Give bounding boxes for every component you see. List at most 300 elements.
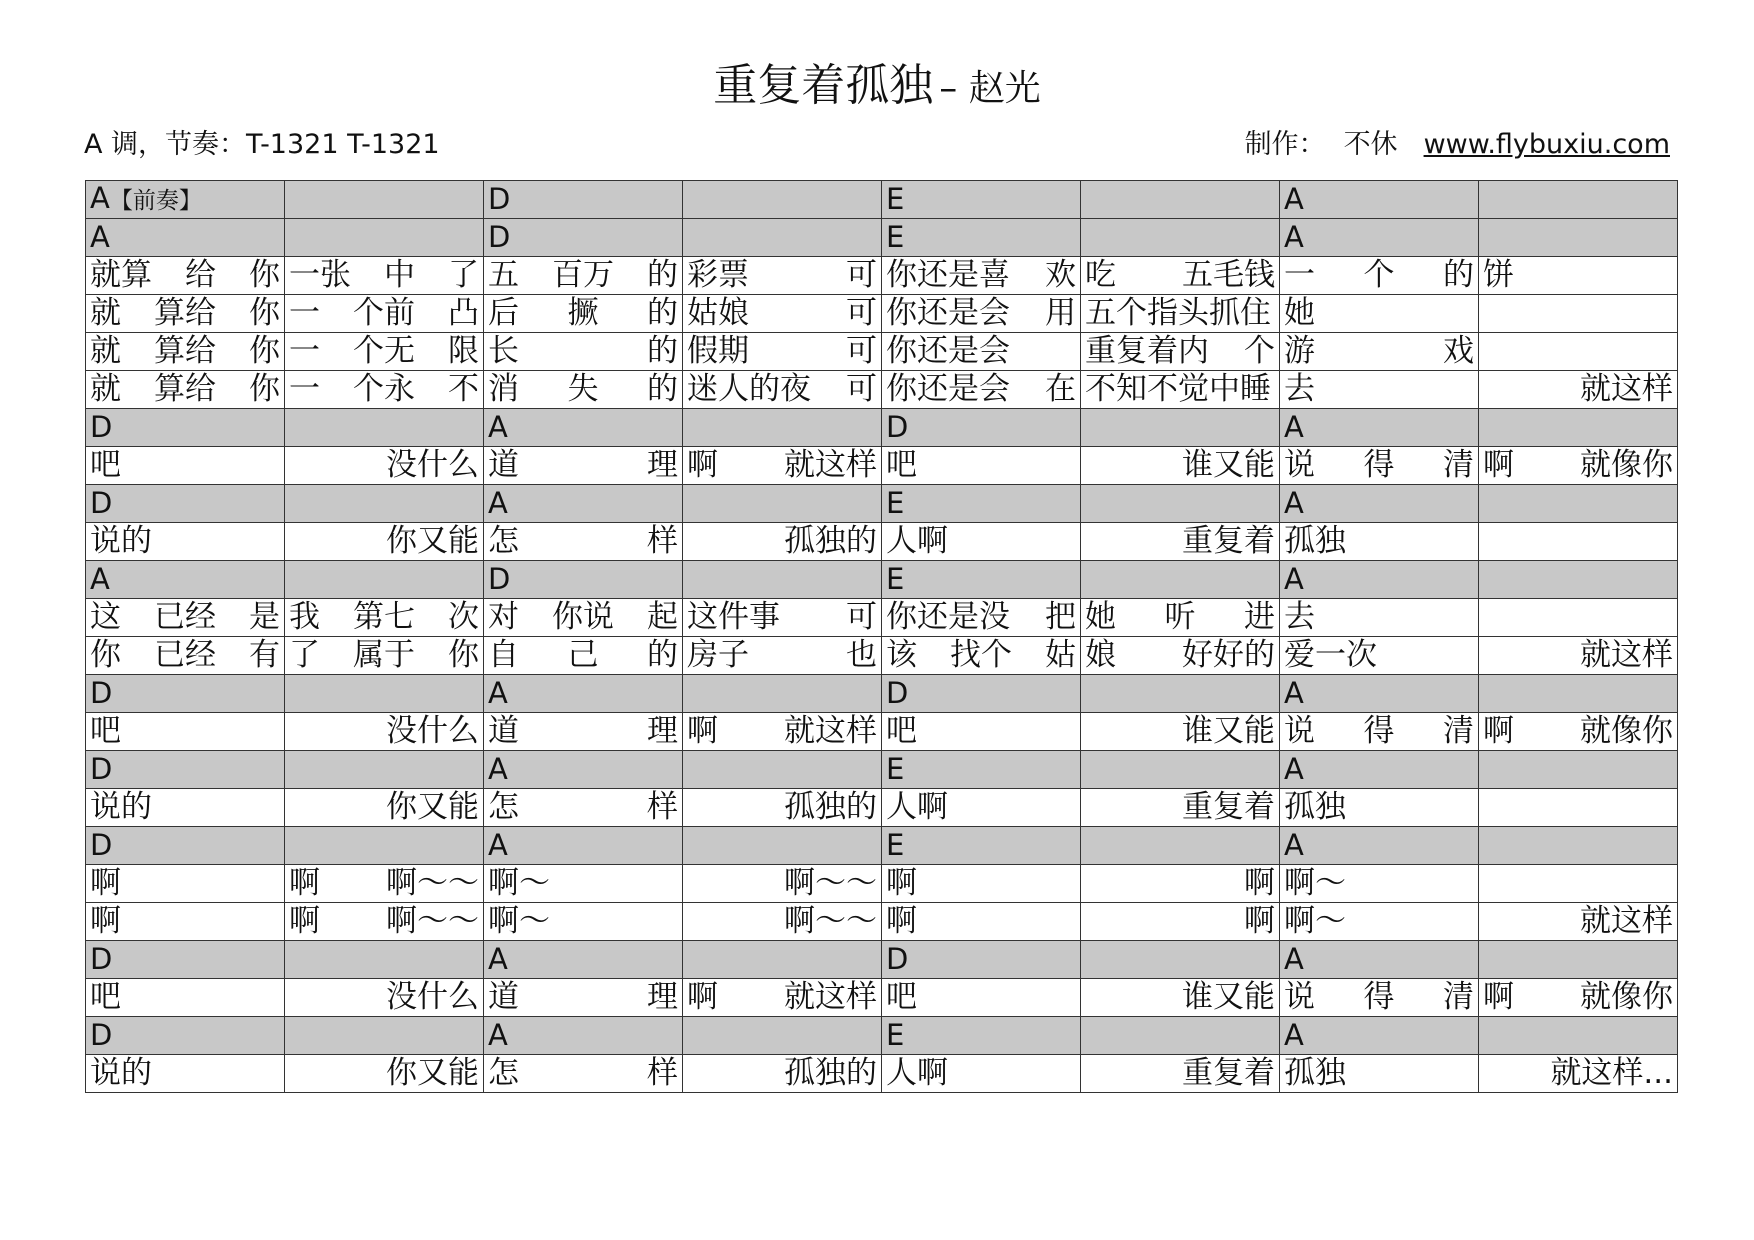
lyric-fragment: 孤独 <box>1284 1055 1346 1091</box>
lyric-fragment: 用 <box>1045 295 1076 331</box>
lyric-cell <box>882 1055 1081 1093</box>
chord-cell <box>1479 219 1678 257</box>
chord-symbol: A <box>488 486 508 520</box>
lyric-cell <box>1280 903 1479 941</box>
lyric-cell <box>285 903 484 941</box>
lyric-fragment: 把 <box>1045 599 1076 635</box>
chord-symbol: A <box>488 942 508 976</box>
chord-cell <box>683 675 882 713</box>
lyric-fragment: 就这样 <box>784 447 877 483</box>
lyric-fragment: 算给 <box>154 295 216 331</box>
lyric-row <box>86 865 1678 903</box>
chord-cell <box>683 561 882 599</box>
chord-cell <box>1081 219 1280 257</box>
lyric-cell <box>1479 865 1678 903</box>
chord-cell <box>683 485 882 523</box>
lyric-cell <box>683 903 882 941</box>
chord-symbol: A <box>90 220 110 254</box>
lyric-cell <box>285 257 484 295</box>
lyric-fragment: 就 <box>90 371 121 407</box>
lyric-fragment: 啊 <box>687 713 718 749</box>
chord-symbol: D <box>90 942 113 976</box>
lyric-fragment: 就这样 <box>1580 637 1673 673</box>
lyric-fragment: 百万 <box>552 257 614 293</box>
lyric-cell <box>882 523 1081 561</box>
lyric-fragment: 啊～～ <box>386 865 479 901</box>
lyric-fragment: 就像你 <box>1580 979 1673 1015</box>
lyric-cell <box>484 713 683 751</box>
lyric-fragment: 理 <box>647 713 678 749</box>
lyric-fragment: 该 <box>886 637 917 673</box>
key-rhythm: A 调，节奏：T-1321 T-1321 <box>84 129 440 160</box>
lyric-cell <box>86 599 285 637</box>
lyric-cell <box>86 903 285 941</box>
chord-row <box>86 181 1678 219</box>
chord-cell <box>484 1017 683 1055</box>
lyric-fragment: 人啊 <box>886 789 948 825</box>
lyric-fragment: 就像你 <box>1580 713 1673 749</box>
chord-cell <box>1081 485 1280 523</box>
chord-cell <box>1081 827 1280 865</box>
chord-cell <box>86 941 285 979</box>
lyric-cell <box>285 1055 484 1093</box>
lyric-fragment: 你 <box>249 371 280 407</box>
chord-cell <box>86 219 285 257</box>
lyric-cell <box>1479 1055 1678 1093</box>
lyric-cell <box>1479 371 1678 409</box>
lyric-fragment: 样 <box>647 1055 678 1091</box>
lyric-fragment: 一 <box>289 371 320 407</box>
chord-symbol: A <box>1284 220 1304 254</box>
chord-cell <box>1479 561 1678 599</box>
lyric-fragment: 啊～ <box>488 865 550 901</box>
lyric-fragment: 的 <box>1443 257 1474 293</box>
lyric-cell <box>683 979 882 1017</box>
lyric-fragment: 啊～～ <box>784 903 877 939</box>
lyric-fragment: 啊～ <box>1284 865 1346 901</box>
lyric-cell <box>86 257 285 295</box>
lyric-fragment: 啊 <box>1244 865 1275 901</box>
lyric-fragment: 啊 <box>687 447 718 483</box>
chord-cell <box>484 485 683 523</box>
chord-row <box>86 941 1678 979</box>
chord-cell <box>1081 561 1280 599</box>
lyric-row <box>86 637 1678 675</box>
lyric-cell <box>882 599 1081 637</box>
chord-symbol: A <box>90 562 110 596</box>
lyric-fragment: 五个指头抓住 <box>1085 295 1271 331</box>
chord-cell <box>285 941 484 979</box>
lyric-cell <box>1081 979 1280 1017</box>
lyric-fragment: 个 <box>1363 257 1395 293</box>
chord-cell <box>285 751 484 789</box>
chord-symbol: D <box>886 942 909 976</box>
lyric-cell <box>285 333 484 371</box>
lyric-cell <box>1081 1055 1280 1093</box>
chord-cell <box>1280 827 1479 865</box>
lyric-cell <box>882 637 1081 675</box>
lyric-fragment: 游 <box>1284 333 1315 369</box>
lyric-fragment: 第七 <box>353 599 415 635</box>
lyric-fragment: 个前 <box>353 295 415 331</box>
lyric-row <box>86 333 1678 371</box>
lyric-cell <box>285 599 484 637</box>
chord-symbol: E <box>886 828 905 862</box>
lyric-fragment: 你 <box>249 333 280 369</box>
lyric-fragment: 你又能 <box>386 1055 479 1091</box>
lyric-fragment: 算给 <box>154 371 216 407</box>
lyric-fragment: 你又能 <box>386 523 479 559</box>
lyric-cell <box>484 295 683 333</box>
chord-symbol: D <box>90 486 113 520</box>
lyric-cell <box>683 257 882 295</box>
lyric-cell <box>1280 979 1479 1017</box>
chord-cell <box>882 485 1081 523</box>
lyric-cell <box>882 371 1081 409</box>
lyric-fragment: 是 <box>249 599 280 635</box>
lyric-cell <box>683 295 882 333</box>
lyric-fragment: 道 <box>488 447 519 483</box>
lyric-cell <box>86 295 285 333</box>
lyric-cell <box>1081 447 1280 485</box>
lyric-fragment: 你还是会 <box>886 371 1010 407</box>
lyric-fragment: 人啊 <box>886 1055 948 1091</box>
lyric-fragment: 没什么 <box>386 979 479 1015</box>
lyric-fragment: 得 <box>1363 713 1395 749</box>
lyric-cell <box>882 295 1081 333</box>
lyric-fragment: 你还是没 <box>886 599 1010 635</box>
lyric-fragment: 彩票 <box>687 257 749 293</box>
lyric-cell <box>285 637 484 675</box>
chord-cell <box>285 409 484 447</box>
chord-symbol: D <box>90 410 113 444</box>
lyric-fragment: 五 <box>488 257 519 293</box>
lyric-fragment: 道 <box>488 713 519 749</box>
lyric-cell <box>285 713 484 751</box>
lyric-fragment: 啊～～ <box>784 865 877 901</box>
lyric-cell <box>484 257 683 295</box>
chord-symbol: A <box>488 410 508 444</box>
lyric-fragment: 你说 <box>552 599 614 635</box>
chord-cell <box>86 675 285 713</box>
lyric-cell <box>1479 257 1678 295</box>
chord-cell <box>484 219 683 257</box>
lyric-fragment: 撅 <box>567 295 599 331</box>
lyric-fragment: 你还是喜 <box>886 257 1010 293</box>
lyric-fragment: 一张 <box>289 257 351 293</box>
lyric-fragment: 啊 <box>289 865 320 901</box>
chord-symbol: A <box>1284 1018 1304 1052</box>
lyric-row <box>86 371 1678 409</box>
lyric-fragment: 姑娘 <box>687 295 749 331</box>
lyric-fragment: 说 <box>1284 447 1315 483</box>
lyric-cell <box>1280 789 1479 827</box>
chord-cell <box>86 751 285 789</box>
lyric-fragment: 道 <box>488 979 519 1015</box>
lyric-fragment: 啊 <box>886 903 917 939</box>
lyric-cell <box>285 371 484 409</box>
lyric-fragment: 就这样 <box>784 979 877 1015</box>
lyric-fragment: 对 <box>488 599 519 635</box>
lyric-cell <box>1081 257 1280 295</box>
lyric-cell <box>1280 1055 1479 1093</box>
lyric-cell <box>1081 333 1280 371</box>
lyric-fragment: 怎 <box>488 523 519 559</box>
lyric-fragment: 去 <box>1284 371 1315 407</box>
lyric-fragment: 啊 <box>886 865 917 901</box>
lyric-cell <box>1479 295 1678 333</box>
lyric-fragment: 听 <box>1164 599 1196 635</box>
chord-symbol: A <box>1284 828 1304 862</box>
lyric-fragment: 长 <box>488 333 519 369</box>
lyric-cell <box>1081 599 1280 637</box>
lyric-fragment: 姑 <box>1045 637 1076 673</box>
lyric-fragment: 进 <box>1244 599 1275 635</box>
lyric-fragment: 谁又能 <box>1182 713 1275 749</box>
lyric-fragment: 个永 <box>353 371 415 407</box>
lyric-fragment: 可 <box>846 371 877 407</box>
lyric-cell <box>484 599 683 637</box>
lyric-fragment: 一 <box>289 333 320 369</box>
lyric-fragment: 给 <box>185 257 216 293</box>
credits <box>1245 128 1670 162</box>
song-title <box>0 58 1754 117</box>
lyric-cell <box>1280 713 1479 751</box>
lyric-fragment: 可 <box>846 333 877 369</box>
lyric-cell <box>285 979 484 1017</box>
lyric-fragment: 不知不觉中睡 <box>1085 371 1271 407</box>
lyric-row <box>86 1055 1678 1093</box>
lyric-row <box>86 599 1678 637</box>
lyric-cell <box>1479 599 1678 637</box>
chord-cell <box>683 1017 882 1055</box>
lyric-fragment: 你又能 <box>386 789 479 825</box>
lyric-fragment: 清 <box>1443 447 1474 483</box>
lyric-fragment: 说的 <box>90 1055 152 1091</box>
lyric-fragment: 找个 <box>950 637 1012 673</box>
chord-cell <box>1081 181 1280 219</box>
chord-symbol: D <box>90 828 113 862</box>
lyric-fragment: 说 <box>1284 979 1315 1015</box>
chord-cell <box>484 675 683 713</box>
chord-symbol: D <box>886 676 909 710</box>
chord-cell <box>1280 675 1479 713</box>
lyric-cell <box>86 789 285 827</box>
lyric-cell <box>882 979 1081 1017</box>
lyric-fragment: 就这样 <box>784 713 877 749</box>
chord-symbol: A <box>488 828 508 862</box>
chord-row <box>86 561 1678 599</box>
chord-cell <box>1479 941 1678 979</box>
lyric-row <box>86 257 1678 295</box>
lyric-fragment: 房子 <box>687 637 749 673</box>
lyric-cell <box>1081 637 1280 675</box>
lyric-cell <box>1280 865 1479 903</box>
lyric-cell <box>484 903 683 941</box>
lyric-fragment: 假期 <box>687 333 749 369</box>
lyric-cell <box>683 371 882 409</box>
singer-name: – 赵光 <box>939 68 1041 109</box>
lyric-fragment: 你还是会 <box>886 295 1010 331</box>
lyric-cell <box>882 789 1081 827</box>
lyric-fragment: 谁又能 <box>1182 447 1275 483</box>
lyric-fragment: 啊 <box>90 865 121 901</box>
lyric-fragment: 啊～ <box>488 903 550 939</box>
lyric-fragment: 得 <box>1363 979 1395 1015</box>
lyric-cell <box>1081 903 1280 941</box>
chord-cell <box>882 181 1081 219</box>
lyric-cell <box>86 865 285 903</box>
lyric-fragment: 吧 <box>886 979 917 1015</box>
chord-cell <box>285 1017 484 1055</box>
lyric-fragment: 己 <box>567 637 599 673</box>
chord-cell <box>285 827 484 865</box>
lyric-cell <box>882 333 1081 371</box>
chord-symbol: D <box>488 182 511 216</box>
lyric-fragment: 可 <box>846 295 877 331</box>
lyric-fragment: 失 <box>567 371 599 407</box>
lyric-fragment: 的 <box>647 371 678 407</box>
chord-cell <box>882 751 1081 789</box>
lyric-fragment: 凸 <box>448 295 479 331</box>
lyric-cell <box>86 371 285 409</box>
lyric-fragment: 孤独的 <box>784 523 877 559</box>
lyric-cell <box>1479 713 1678 751</box>
chord-cell <box>1081 941 1280 979</box>
lyric-fragment: 孤独 <box>1284 523 1346 559</box>
chord-cell <box>285 675 484 713</box>
lyric-fragment: 有 <box>249 637 280 673</box>
lyric-fragment: 清 <box>1443 713 1474 749</box>
chord-symbol: E <box>886 486 905 520</box>
chord-cell <box>1280 1017 1479 1055</box>
credit-label: 制作： <box>1244 129 1326 160</box>
chord-cell <box>1280 409 1479 447</box>
chord-cell <box>882 827 1081 865</box>
chord-cell <box>683 409 882 447</box>
lyric-fragment: 一 <box>1284 257 1315 293</box>
chord-cell <box>882 1017 1081 1055</box>
lyric-cell <box>484 1055 683 1093</box>
lyric-fragment: 重复着 <box>1182 1055 1275 1091</box>
lyric-fragment: 算给 <box>154 333 216 369</box>
lyric-cell <box>484 865 683 903</box>
chord-symbol: A <box>1284 182 1304 216</box>
lyric-fragment: 一 <box>289 295 320 331</box>
lyric-cell <box>1280 371 1479 409</box>
chord-cell <box>86 181 285 219</box>
lyric-fragment: 没什么 <box>386 447 479 483</box>
lyric-fragment: 吧 <box>90 979 121 1015</box>
lyric-cell <box>285 789 484 827</box>
lyric-fragment: 啊～～ <box>386 903 479 939</box>
lyric-fragment: 已经 <box>154 599 216 635</box>
lyric-cell <box>1081 371 1280 409</box>
lyric-fragment: 后 <box>488 295 519 331</box>
chord-row <box>86 751 1678 789</box>
lyric-cell <box>1081 865 1280 903</box>
chord-row <box>86 409 1678 447</box>
lyric-fragment: 可 <box>846 257 877 293</box>
lyric-cell <box>683 447 882 485</box>
lyric-fragment: 理 <box>647 447 678 483</box>
lyric-cell <box>285 295 484 333</box>
lyric-fragment: 说的 <box>90 789 152 825</box>
lyric-cell <box>683 333 882 371</box>
lyric-fragment: 欢 <box>1045 257 1076 293</box>
chord-cell <box>1081 1017 1280 1055</box>
lyric-cell <box>1081 713 1280 751</box>
lyric-fragment: 的 <box>647 333 678 369</box>
lyric-fragment: 中 <box>384 257 415 293</box>
lyric-cell <box>484 789 683 827</box>
lyric-cell <box>1479 789 1678 827</box>
chord-cell <box>484 751 683 789</box>
chord-cell <box>1479 827 1678 865</box>
lyric-fragment: 啊 <box>687 979 718 1015</box>
chord-cell <box>285 181 484 219</box>
credit-author: 不休 <box>1343 129 1398 160</box>
lyric-cell <box>882 865 1081 903</box>
chord-cell <box>1479 409 1678 447</box>
lyric-cell <box>882 447 1081 485</box>
lyric-cell <box>1081 523 1280 561</box>
chord-symbol: A【前奏】 <box>90 180 202 215</box>
chord-row <box>86 219 1678 257</box>
lyric-fragment: 吧 <box>90 713 121 749</box>
lyric-cell <box>86 333 285 371</box>
lyric-row <box>86 979 1678 1017</box>
lyric-fragment: 没什么 <box>386 713 479 749</box>
credit-site-link[interactable]: www.flybuxiu.com <box>1423 129 1670 160</box>
chord-cell <box>86 561 285 599</box>
lyric-cell <box>86 979 285 1017</box>
chord-cell <box>86 827 285 865</box>
lyric-fragment: 的 <box>647 295 678 331</box>
lyric-row <box>86 295 1678 333</box>
lyric-fragment: 个无 <box>353 333 415 369</box>
lyric-row <box>86 713 1678 751</box>
song-name: 重复着孤独 <box>713 60 934 111</box>
lyric-fragment: 人啊 <box>886 523 948 559</box>
chord-cell <box>882 409 1081 447</box>
chord-symbol: E <box>886 562 905 596</box>
lyric-fragment: 就 <box>90 295 121 331</box>
lyric-fragment: 在 <box>1045 371 1076 407</box>
chord-cell <box>1280 941 1479 979</box>
chord-cell <box>1479 485 1678 523</box>
chord-symbol: E <box>886 752 905 786</box>
lyric-cell <box>484 371 683 409</box>
chord-cell <box>86 409 285 447</box>
lyric-fragment: 戏 <box>1443 333 1474 369</box>
chord-cell <box>1081 675 1280 713</box>
chord-cell <box>484 181 683 219</box>
lyric-cell <box>683 523 882 561</box>
chord-row <box>86 827 1678 865</box>
chord-cell <box>1479 181 1678 219</box>
lyric-cell <box>683 713 882 751</box>
chord-cell <box>683 751 882 789</box>
chord-cell <box>285 561 484 599</box>
lyric-row <box>86 523 1678 561</box>
lyric-fragment: 就这样... <box>1550 1055 1673 1091</box>
lyric-fragment: 消 <box>488 371 519 407</box>
lyric-fragment: 样 <box>647 523 678 559</box>
lyric-cell <box>1280 257 1479 295</box>
lyric-fragment: 了 <box>289 637 320 673</box>
chord-symbol: A <box>1284 676 1304 710</box>
